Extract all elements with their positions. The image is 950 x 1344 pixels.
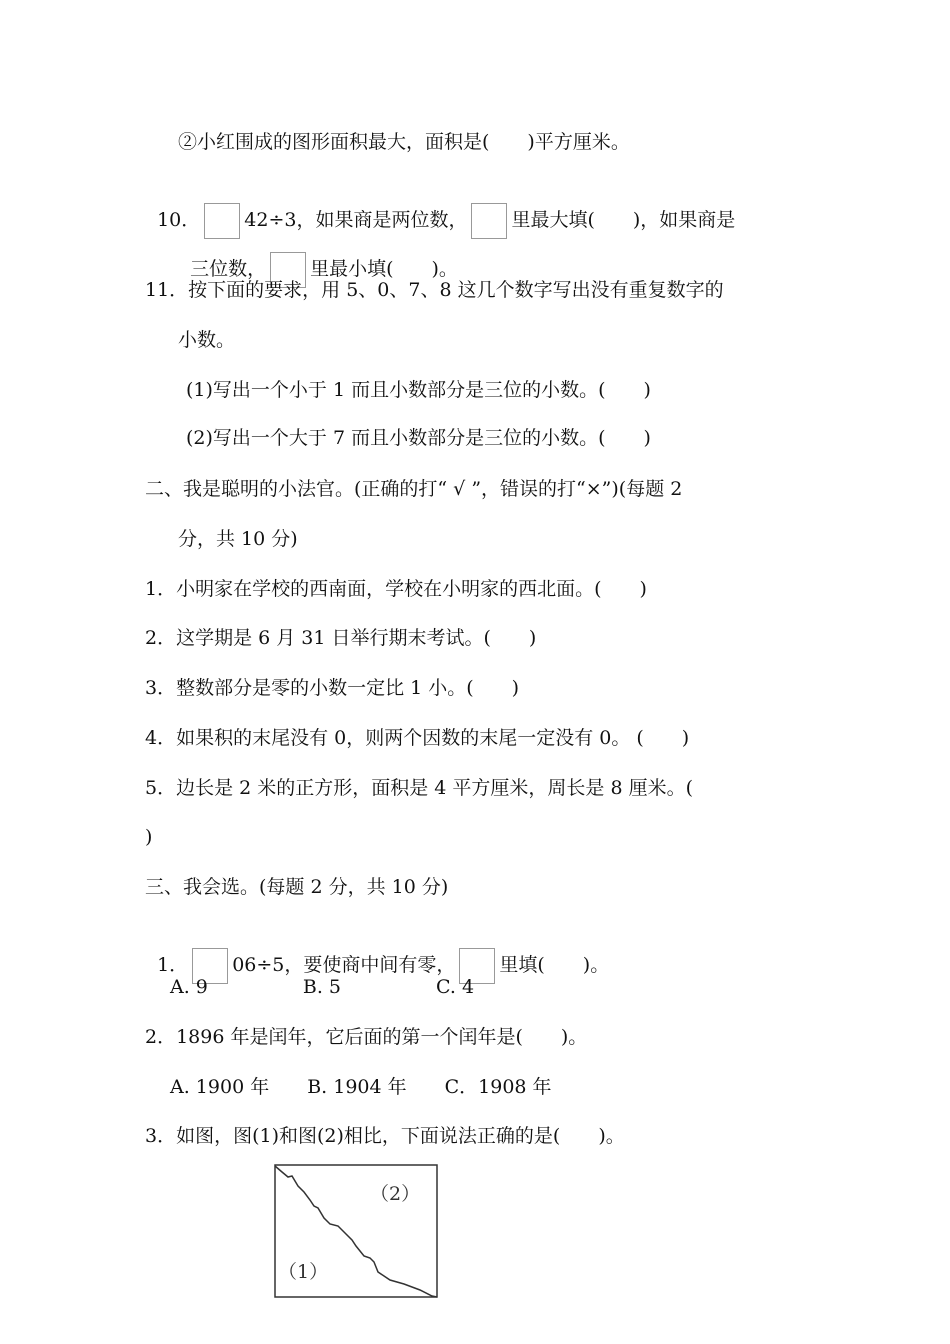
choice-3: 3．如图，图(1)和图(2)相比，下面说法正确的是( )。 [145,1125,625,1147]
q10-text-end: 里最大填( )，如果商是 [511,209,736,231]
figure-label-1: （1） [278,1261,329,1283]
q11-sub1: (1)写出一个小于 1 而且小数部分是三位的小数。( ) [186,379,651,401]
q10-text-tail: 里最小填( )。 [310,258,458,280]
judge-5: 5．边长是 2 米的正方形，面积是 4 平方厘米，周长是 8 厘米。( [145,777,694,799]
judge-2: 2．这学期是 6 月 31 日举行期末考试。( ) [145,627,537,649]
q10-number: 10． [157,209,201,231]
q9-sub2: ②小红围成的图形面积最大，面积是( )平方厘米。 [178,131,630,153]
section3-heading: 三、我会选。(每题 2 分，共 10 分) [145,876,449,898]
choice-2-options: A. 1900 年 B. 1904 年 C．1908 年 [170,1076,552,1098]
judge-3: 3．整数部分是零的小数一定比 1 小。( ) [145,677,520,699]
choice-1-options: A. 9 B. 5 C. 4 [170,976,475,998]
figure-diagram [274,1164,440,1300]
section2-heading: 二、我是聪明的小法官。(正确的打“ √ ”，错误的打“×”)(每题 2 [145,478,683,500]
figure-label-2: （2） [370,1183,421,1205]
choice-1-text-mid: 06÷5，要使商中间有零， [232,954,456,976]
judge-4: 4．如果积的末尾没有 0，则两个因数的末尾一定没有 0。 ( ) [145,727,690,749]
q10-text-start: 三位数， [190,258,267,280]
q11-sub2: (2)写出一个大于 7 而且小数部分是三位的小数。( ) [186,427,651,449]
choice-2: 2．1896 年是闰年，它后面的第一个闰年是( )。 [145,1026,588,1048]
q10-text-mid: 42÷3，如果商是两位数， [244,209,468,231]
judge-5-cont: ) [145,826,153,848]
section2-heading-cont: 分，共 10 分) [178,528,298,550]
choice-1-text-end: 里填( )。 [499,954,610,976]
answer-box[interactable] [471,203,507,239]
q11-line1: 11．按下面的要求，用 5、0、7、8 这几个数字写出没有重复数字的 [145,279,724,301]
judge-1: 1．小明家在学校的西南面，学校在小明家的西北面。( ) [145,578,647,600]
choice-1-number: 1． [157,954,189,976]
q11-line2: 小数。 [178,329,236,351]
